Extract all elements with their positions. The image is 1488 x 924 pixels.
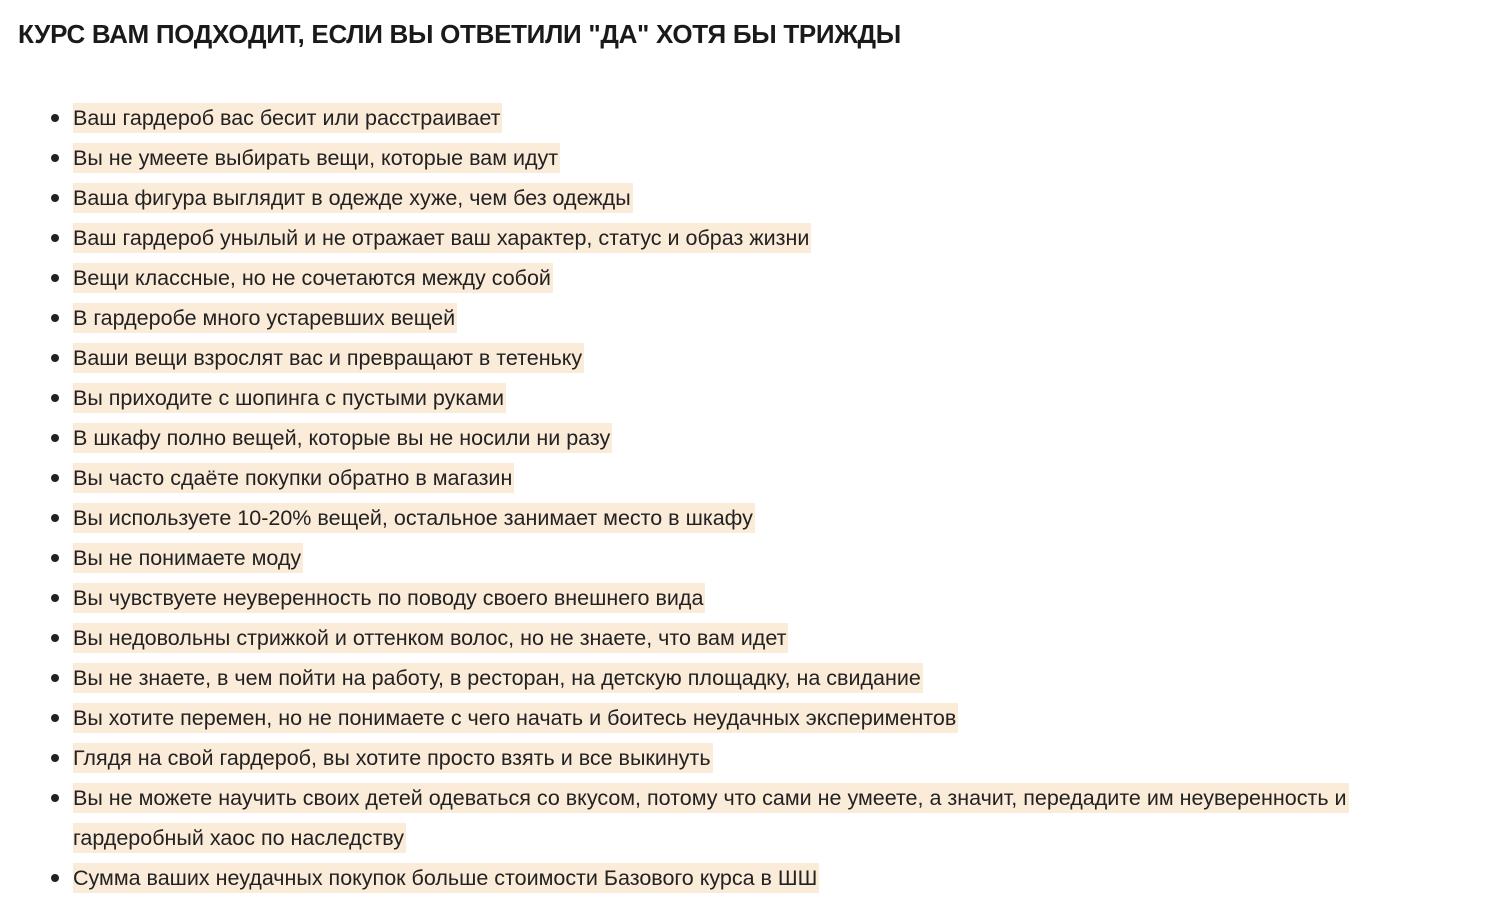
list-item-text: Сумма ваших неудачных покупок больше стоимости Базового курса в ШШ (73, 863, 819, 893)
bullet-icon (51, 554, 59, 562)
list-item-text: Вы недовольны стрижкой и оттенком волос, но не знаете, что вам идет (73, 623, 788, 653)
list-item (0, 538, 1470, 578)
list-item (0, 258, 1470, 298)
list-item (0, 498, 1470, 538)
list-item-text: Вы не знаете, в чем пойти на работу, в ресторан, на детскую площадку, на свидание (73, 663, 923, 693)
bullet-icon (51, 594, 59, 602)
list-item-text: Вы не умеете выбирать вещи, которые вам идут (73, 143, 560, 173)
list-item-text: Вы используете 10-20% вещей, остальное занимает место в шкафу (73, 503, 755, 533)
list-item (0, 98, 1470, 138)
list-item-text: Ваш гардероб унылый и не отражает ваш характер, статус и образ жизни (73, 223, 811, 253)
list-item-text: Глядя на свой гардероб, вы хотите просто взять и все выкинуть (73, 743, 713, 773)
list-item-text: Вы чувствуете неуверенность по поводу своего внешнего вида (73, 583, 705, 613)
list-item (0, 658, 1470, 698)
bullet-icon (51, 154, 59, 162)
list-item-text: Вещи классные, но не сочетаются между собой (73, 263, 553, 293)
list-item (0, 418, 1470, 458)
bullet-icon (51, 234, 59, 242)
list-item (0, 578, 1470, 618)
list-item (0, 338, 1470, 378)
list-item (0, 378, 1470, 418)
list-item (0, 698, 1470, 738)
bullet-icon (51, 674, 59, 682)
list-item-text: Ваша фигура выглядит в одежде хуже, чем без одежды (73, 183, 633, 213)
bullet-icon (51, 514, 59, 522)
list-item (0, 138, 1470, 178)
criteria-list (0, 98, 1470, 898)
bullet-icon (51, 474, 59, 482)
list-item-text: Вы не можете научить своих детей одеваться со вкусом, потому что сами не умеете, а значит, передадите им неуверенность и гардеробный хаос по наследству (73, 783, 1349, 853)
bullet-icon (51, 634, 59, 642)
list-item (0, 218, 1470, 258)
list-item-text: Вы не понимаете моду (73, 543, 303, 573)
bullet-icon (51, 794, 59, 802)
list-item (0, 178, 1470, 218)
list-item (0, 458, 1470, 498)
bullet-icon (51, 754, 59, 762)
bullet-icon (51, 714, 59, 722)
list-item-text: Вы приходите с шопинга с пустыми руками (73, 383, 506, 413)
list-item (0, 778, 1470, 858)
list-item (0, 858, 1470, 898)
bullet-icon (51, 194, 59, 202)
list-item-text: В гардеробе много устаревших вещей (73, 303, 457, 333)
list-item-text: Вы часто сдаёте покупки обратно в магазин (73, 463, 514, 493)
list-item-text: Ваш гардероб вас бесит или расстраивает (73, 103, 502, 133)
bullet-icon (51, 114, 59, 122)
list-item-text: В шкафу полно вещей, которые вы не носили ни разу (73, 423, 612, 453)
list-item (0, 618, 1470, 658)
bullet-icon (51, 874, 59, 882)
section-heading: КУРС ВАМ ПОДХОДИТ, ЕСЛИ ВЫ ОТВЕТИЛИ "ДА" ХОТЯ БЫ ТРИЖДЫ (18, 19, 901, 49)
list-item (0, 738, 1470, 778)
bullet-icon (51, 354, 59, 362)
bullet-icon (51, 274, 59, 282)
list-item (0, 298, 1470, 338)
bullet-icon (51, 434, 59, 442)
bullet-icon (51, 314, 59, 322)
bullet-icon (51, 394, 59, 402)
list-item-text: Ваши вещи взрослят вас и превращают в тетеньку (73, 343, 584, 373)
list-item-text: Вы хотите перемен, но не понимаете с чего начать и боитесь неудачных экспериментов (73, 703, 958, 733)
